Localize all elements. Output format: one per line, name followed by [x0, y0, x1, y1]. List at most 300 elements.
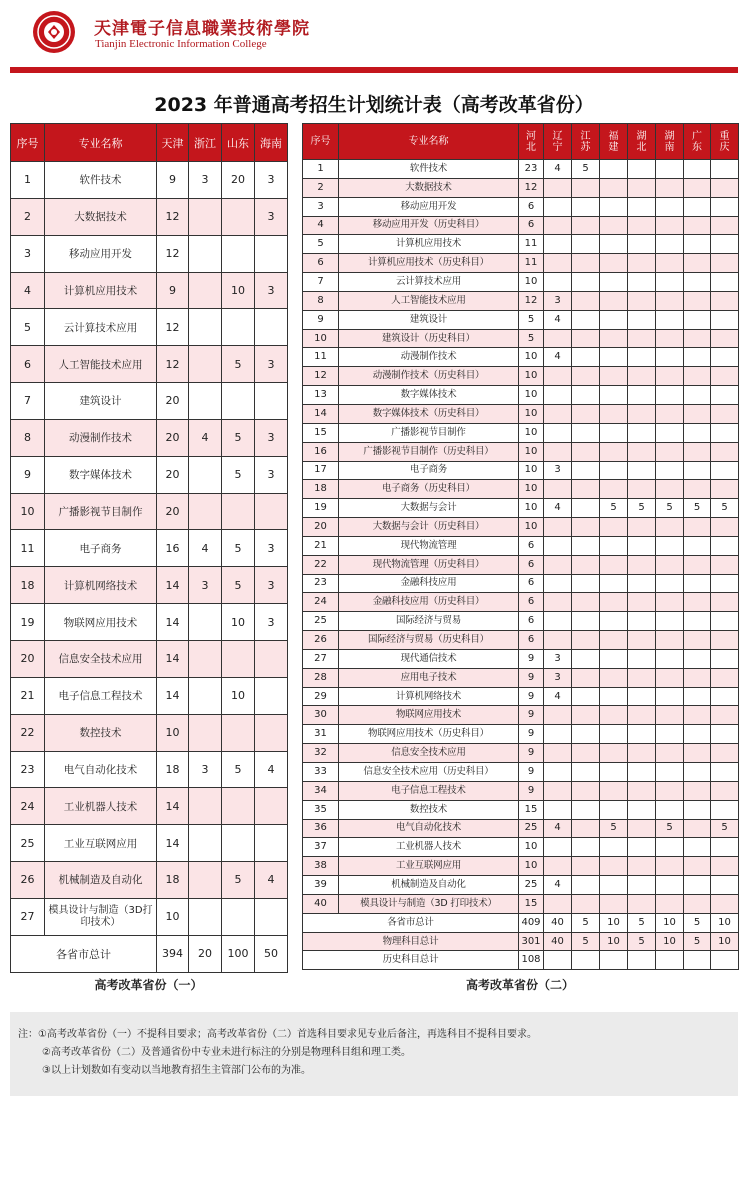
- table-cell: [711, 668, 739, 687]
- table-cell: [711, 329, 739, 348]
- table-cell: [628, 480, 656, 499]
- table-cell: [684, 216, 711, 235]
- table-row: [11, 530, 288, 567]
- table-cell: [189, 640, 222, 677]
- table-cell: [572, 781, 600, 800]
- table-cell: 5: [600, 819, 628, 838]
- total-cell: 5: [684, 932, 711, 951]
- table-cell: [656, 461, 684, 480]
- table-cell: [711, 273, 739, 292]
- table-cell: [544, 442, 572, 461]
- table-cell: 6: [303, 254, 339, 273]
- total-cell: 10: [656, 932, 684, 951]
- major-name-cell: 数字媒体技术: [45, 456, 157, 493]
- table-cell: [572, 894, 600, 913]
- table-cell: 5: [11, 309, 45, 346]
- reform-provinces-table-1: [10, 123, 288, 973]
- table-cell: [628, 197, 656, 216]
- table-cell: [544, 235, 572, 254]
- major-name-cell: 数控技术: [45, 714, 157, 751]
- table-cell: [656, 178, 684, 197]
- table-row: [303, 254, 739, 273]
- table-cell: 3: [544, 291, 572, 310]
- table-cell: [711, 536, 739, 555]
- table-cell: [711, 876, 739, 895]
- table-cell: 40: [303, 894, 339, 913]
- major-name-cell: 移动应用开发: [45, 235, 157, 272]
- table-cell: 23: [519, 160, 544, 179]
- table-cell: 26: [303, 631, 339, 650]
- table-cell: 8: [303, 291, 339, 310]
- table-cell: 21: [303, 536, 339, 555]
- table-cell: [628, 536, 656, 555]
- table-cell: [544, 273, 572, 292]
- table-row: [303, 574, 739, 593]
- table-cell: [628, 876, 656, 895]
- major-name-cell: 国际经济与贸易: [339, 612, 519, 631]
- table-cell: 12: [519, 291, 544, 310]
- table-cell: 18: [303, 480, 339, 499]
- table-cell: 1: [303, 160, 339, 179]
- table-cell: [656, 536, 684, 555]
- column-header: 江苏: [572, 124, 600, 160]
- table-row: [11, 383, 288, 420]
- table-cell: 3: [189, 162, 222, 199]
- table-cell: [684, 612, 711, 631]
- total-row: [303, 932, 739, 951]
- major-name-cell: 物联网应用技术（历史科目）: [339, 725, 519, 744]
- table-cell: [711, 310, 739, 329]
- table-cell: [628, 329, 656, 348]
- table-cell: [711, 725, 739, 744]
- table-cell: 5: [519, 310, 544, 329]
- table-cell: [544, 894, 572, 913]
- table-row: [303, 781, 739, 800]
- table-row: [11, 162, 288, 199]
- table-cell: [544, 404, 572, 423]
- table-row: [11, 677, 288, 714]
- table-cell: 26: [11, 862, 45, 899]
- table-cell: [544, 423, 572, 442]
- table-row: [11, 198, 288, 235]
- table-cell: [572, 480, 600, 499]
- table-cell: [572, 254, 600, 273]
- table-cell: 13: [303, 386, 339, 405]
- table-cell: [572, 857, 600, 876]
- table-row: [303, 310, 739, 329]
- table-cell: [711, 687, 739, 706]
- table-row: [11, 567, 288, 604]
- total-cell: 5: [684, 913, 711, 932]
- table-cell: [711, 178, 739, 197]
- table-cell: [572, 725, 600, 744]
- table-cell: [189, 493, 222, 530]
- table-row: [11, 309, 288, 346]
- table-cell: 20: [157, 456, 189, 493]
- major-name-cell: 电子商务（历史科目）: [339, 480, 519, 499]
- table-cell: [711, 894, 739, 913]
- table-cell: 10: [11, 493, 45, 530]
- table-cell: [600, 367, 628, 386]
- table-cell: [600, 518, 628, 537]
- table-row: [303, 763, 739, 782]
- table-row: [303, 461, 739, 480]
- table-cell: 6: [519, 197, 544, 216]
- table-cell: 24: [11, 788, 45, 825]
- table-cell: [628, 367, 656, 386]
- table-cell: [255, 788, 288, 825]
- table-cell: [572, 442, 600, 461]
- table-cell: [572, 273, 600, 292]
- notes-box: [10, 1012, 738, 1096]
- table-cell: [684, 876, 711, 895]
- header-divider: [10, 67, 738, 73]
- table-cell: [222, 309, 255, 346]
- major-name-cell: 人工智能技术应用: [339, 291, 519, 310]
- table-cell: 30: [303, 706, 339, 725]
- table-cell: [656, 631, 684, 650]
- table-cell: [628, 348, 656, 367]
- table-row: [11, 714, 288, 751]
- major-name-cell: 信息安全技术应用（历史科目）: [339, 763, 519, 782]
- table-cell: 5: [711, 819, 739, 838]
- table-cell: 11: [519, 235, 544, 254]
- column-header: 序号: [11, 124, 45, 162]
- table-cell: 35: [303, 800, 339, 819]
- table-cell: [628, 781, 656, 800]
- table-cell: [656, 254, 684, 273]
- table-cell: 20: [157, 419, 189, 456]
- table-row: [303, 800, 739, 819]
- table-cell: 5: [222, 346, 255, 383]
- table-cell: [255, 825, 288, 862]
- table-cell: [711, 574, 739, 593]
- table-2-caption: 高考改革省份（二）: [465, 978, 574, 992]
- table-cell: 3: [255, 272, 288, 309]
- major-name-cell: 电气自动化技术: [45, 751, 157, 788]
- table-cell: [711, 423, 739, 442]
- table-cell: 10: [519, 273, 544, 292]
- major-name-cell: 大数据技术: [339, 178, 519, 197]
- table-cell: [222, 235, 255, 272]
- table-cell: 9: [519, 668, 544, 687]
- table-row: [303, 649, 739, 668]
- table-cell: [711, 763, 739, 782]
- table-cell: 7: [11, 383, 45, 420]
- table-cell: [222, 825, 255, 862]
- total-label: 各省市总计: [11, 935, 157, 972]
- table-cell: [544, 593, 572, 612]
- major-name-cell: 数字媒体技术（历史科目）: [339, 404, 519, 423]
- table-row: [303, 687, 739, 706]
- table-cell: 3: [189, 567, 222, 604]
- table-cell: [711, 235, 739, 254]
- table-cell: [656, 518, 684, 537]
- table-cell: 7: [303, 273, 339, 292]
- table-cell: 16: [157, 530, 189, 567]
- table-cell: 4: [544, 687, 572, 706]
- total-cell: 10: [656, 913, 684, 932]
- table-cell: 10: [222, 677, 255, 714]
- table-cell: [600, 423, 628, 442]
- table-cell: [600, 235, 628, 254]
- table-cell: 10: [519, 348, 544, 367]
- table-cell: 9: [11, 456, 45, 493]
- table-cell: [572, 386, 600, 405]
- note-line: ③以上计划数如有变动以当地教育招生主管部门公布的为准。: [42, 1065, 311, 1076]
- column-header: 专业名称: [45, 124, 157, 162]
- table-cell: [684, 160, 711, 179]
- table-cell: [656, 800, 684, 819]
- major-name-cell: 模具设计与制造（3D打印技术）: [45, 898, 157, 935]
- table-cell: [189, 898, 222, 935]
- table-cell: [684, 894, 711, 913]
- table-cell: [600, 310, 628, 329]
- major-name-cell: 广播影视节目制作: [45, 493, 157, 530]
- total-cell: [711, 951, 739, 970]
- table-cell: [684, 744, 711, 763]
- table-row: [11, 346, 288, 383]
- total-label: 历史科目总计: [303, 951, 519, 970]
- table-row: [303, 367, 739, 386]
- table-cell: [600, 442, 628, 461]
- table-cell: [544, 480, 572, 499]
- table-cell: [600, 838, 628, 857]
- major-name-cell: 物联网应用技术: [339, 706, 519, 725]
- major-name-cell: 电子信息工程技术: [339, 781, 519, 800]
- table-cell: [544, 555, 572, 574]
- table-cell: [628, 254, 656, 273]
- table-cell: [222, 383, 255, 420]
- table-cell: [600, 593, 628, 612]
- table-cell: [711, 404, 739, 423]
- table-cell: [656, 160, 684, 179]
- table-cell: [656, 612, 684, 631]
- table-row: [11, 862, 288, 899]
- table-cell: 31: [303, 725, 339, 744]
- total-cell: 20: [189, 935, 222, 972]
- table-cell: [600, 687, 628, 706]
- table-cell: [711, 480, 739, 499]
- table-cell: [684, 781, 711, 800]
- table-cell: 11: [519, 254, 544, 273]
- column-header: 海南: [255, 124, 288, 162]
- table-cell: [684, 574, 711, 593]
- table-cell: 9: [157, 272, 189, 309]
- column-header: 山东: [222, 124, 255, 162]
- table-cell: [600, 894, 628, 913]
- table-row: [11, 788, 288, 825]
- total-cell: 5: [572, 932, 600, 951]
- major-name-cell: 建筑设计: [45, 383, 157, 420]
- table-cell: [628, 574, 656, 593]
- table-cell: 3: [544, 461, 572, 480]
- table-cell: [572, 668, 600, 687]
- table-cell: [600, 216, 628, 235]
- table-row: [303, 819, 739, 838]
- table-cell: [572, 423, 600, 442]
- table-cell: [572, 310, 600, 329]
- table-cell: [255, 677, 288, 714]
- table-cell: [684, 404, 711, 423]
- table-cell: [684, 687, 711, 706]
- total-row: [11, 935, 288, 972]
- table-cell: 37: [303, 838, 339, 857]
- table-cell: 25: [519, 876, 544, 895]
- table-cell: [572, 518, 600, 537]
- table-cell: 10: [222, 604, 255, 641]
- table-cell: [656, 744, 684, 763]
- table-cell: [656, 876, 684, 895]
- table-cell: 9: [519, 649, 544, 668]
- total-label: 物理科目总计: [303, 932, 519, 951]
- major-name-cell: 数控技术: [339, 800, 519, 819]
- table-cell: [544, 329, 572, 348]
- table-cell: 5: [222, 530, 255, 567]
- table-cell: [684, 461, 711, 480]
- table-cell: 3: [255, 456, 288, 493]
- table-row: [303, 876, 739, 895]
- table-cell: 34: [303, 781, 339, 800]
- table-cell: [600, 706, 628, 725]
- table-row: [303, 291, 739, 310]
- table-row: [303, 329, 739, 348]
- total-cell: [628, 951, 656, 970]
- table-cell: 5: [222, 456, 255, 493]
- table-cell: [656, 329, 684, 348]
- total-cell: [600, 951, 628, 970]
- table-cell: [544, 254, 572, 273]
- table-row: [11, 825, 288, 862]
- table-cell: 18: [157, 751, 189, 788]
- table-cell: [600, 178, 628, 197]
- table-header-row: [11, 124, 288, 162]
- table-cell: 29: [303, 687, 339, 706]
- table-cell: 3: [303, 197, 339, 216]
- table-cell: [628, 555, 656, 574]
- table-cell: [711, 461, 739, 480]
- table-cell: [711, 160, 739, 179]
- major-name-cell: 计算机应用技术: [45, 272, 157, 309]
- table-cell: [600, 668, 628, 687]
- table-cell: [656, 668, 684, 687]
- column-header: 专业名称: [339, 124, 519, 160]
- major-name-cell: 建筑设计（历史科目）: [339, 329, 519, 348]
- table-cell: [684, 763, 711, 782]
- table-cell: 11: [303, 348, 339, 367]
- table-row: [303, 518, 739, 537]
- table-cell: 10: [519, 404, 544, 423]
- table-row: [11, 419, 288, 456]
- total-cell: 10: [711, 913, 739, 932]
- table-cell: [711, 593, 739, 612]
- table-cell: 4: [189, 419, 222, 456]
- total-cell: 10: [600, 913, 628, 932]
- table-cell: 10: [519, 461, 544, 480]
- table-cell: [572, 178, 600, 197]
- total-cell: [684, 951, 711, 970]
- table-row: [303, 744, 739, 763]
- table-cell: [684, 235, 711, 254]
- table-cell: 32: [303, 744, 339, 763]
- table-cell: 25: [11, 825, 45, 862]
- table-cell: 39: [303, 876, 339, 895]
- table-row: [303, 160, 739, 179]
- table-cell: 12: [157, 309, 189, 346]
- table-cell: 3: [255, 346, 288, 383]
- column-header: 福建: [600, 124, 628, 160]
- table-cell: [572, 291, 600, 310]
- table-cell: 4: [544, 160, 572, 179]
- table-cell: [189, 825, 222, 862]
- table-cell: 6: [519, 555, 544, 574]
- column-header: 辽宁: [544, 124, 572, 160]
- table-cell: [572, 706, 600, 725]
- table-cell: [684, 838, 711, 857]
- table-cell: [711, 555, 739, 574]
- table-cell: [711, 744, 739, 763]
- table-cell: [628, 423, 656, 442]
- table-cell: 21: [11, 677, 45, 714]
- table-row: [303, 273, 739, 292]
- table-cell: [572, 763, 600, 782]
- table-cell: 6: [519, 631, 544, 650]
- table-cell: [656, 197, 684, 216]
- major-name-cell: 机械制造及自动化: [339, 876, 519, 895]
- table-cell: [189, 272, 222, 309]
- table-cell: [684, 291, 711, 310]
- table-cell: [600, 291, 628, 310]
- table-cell: [544, 367, 572, 386]
- table-cell: [656, 291, 684, 310]
- table-cell: [600, 480, 628, 499]
- table-cell: [628, 593, 656, 612]
- table-cell: 23: [11, 751, 45, 788]
- total-cell: [656, 951, 684, 970]
- table-row: [11, 272, 288, 309]
- column-header: 天津: [157, 124, 189, 162]
- major-name-cell: 电气自动化技术: [339, 819, 519, 838]
- table-cell: 5: [628, 499, 656, 518]
- total-cell: 394: [157, 935, 189, 972]
- table-cell: [684, 442, 711, 461]
- table-row: [303, 894, 739, 913]
- table-cell: [711, 649, 739, 668]
- table-cell: [684, 706, 711, 725]
- table-cell: [656, 273, 684, 292]
- table-cell: 5: [519, 329, 544, 348]
- table-cell: [189, 862, 222, 899]
- table-cell: 27: [11, 898, 45, 935]
- table-cell: 14: [157, 640, 189, 677]
- table-cell: [255, 309, 288, 346]
- table-row: [303, 178, 739, 197]
- table-row: [11, 604, 288, 641]
- table-cell: 4: [255, 862, 288, 899]
- table-cell: [684, 555, 711, 574]
- note-line: ②高考改革省份（二）及普通省份中专业未进行标注的分别是物理科目组和理工类。: [42, 1047, 411, 1058]
- table-cell: 4: [544, 348, 572, 367]
- table-cell: 5: [222, 862, 255, 899]
- table-cell: [600, 536, 628, 555]
- table-cell: [711, 442, 739, 461]
- table-cell: 3: [255, 567, 288, 604]
- table-cell: [222, 493, 255, 530]
- table-cell: [656, 574, 684, 593]
- major-name-cell: 云计算技术应用: [339, 273, 519, 292]
- table-cell: 8: [11, 419, 45, 456]
- table-cell: [572, 687, 600, 706]
